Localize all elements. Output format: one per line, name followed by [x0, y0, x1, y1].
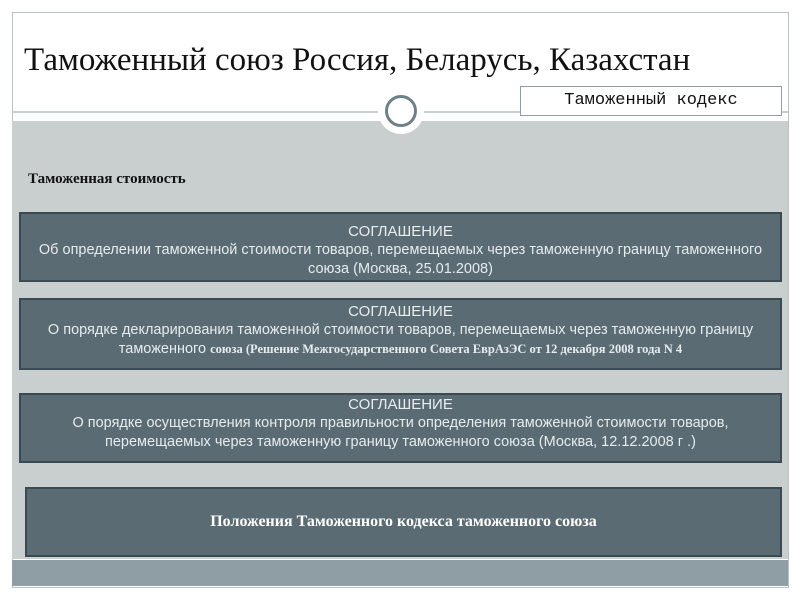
agreement-heading: СОГЛАШЕНИЕ [348, 396, 453, 413]
section-title: Таможенная стоимость [28, 171, 186, 187]
bottom-band [12, 560, 788, 586]
code-label: Таможенный кодекс [520, 86, 782, 116]
agreement-text-wrap [21, 321, 780, 359]
agreement-text: Об определении таможенной стоимости товаров, перемещаемых через таможенную границу таможенного союза (Москва, 25.01.2008) [38, 242, 763, 277]
customs-code-provisions-box [25, 487, 782, 557]
agreement-box-3 [19, 393, 782, 463]
agreement-heading: СОГЛАШЕНИЕ [348, 223, 453, 240]
agreement-box-1 [19, 212, 782, 282]
circle-ornament-icon [378, 88, 424, 134]
agreement-text: О порядке осуществления контроля правильности определения таможенной стоимости товаров, перемещаемых через таможенную границу таможенного союза (Москва, 12.12.2008 г .) [72, 415, 729, 450]
provisions-text: Положения Таможенного кодекса таможенного союза [210, 513, 597, 530]
slide-title: Таможенный союз Россия, Беларусь, Казахстан [24, 42, 691, 78]
agreement-text: О порядке декларирования таможенной стоимости товаров, перемещаемых через таможенную границу таможенного [47, 322, 754, 357]
agreement-note: союза (Решение Межгосударственного Совета ЕврАзЭС от 12 декабря 2008 года N 4 [210, 342, 683, 356]
agreement-heading: СОГЛАШЕНИЕ [348, 303, 453, 320]
agreement-box-2 [19, 298, 782, 370]
